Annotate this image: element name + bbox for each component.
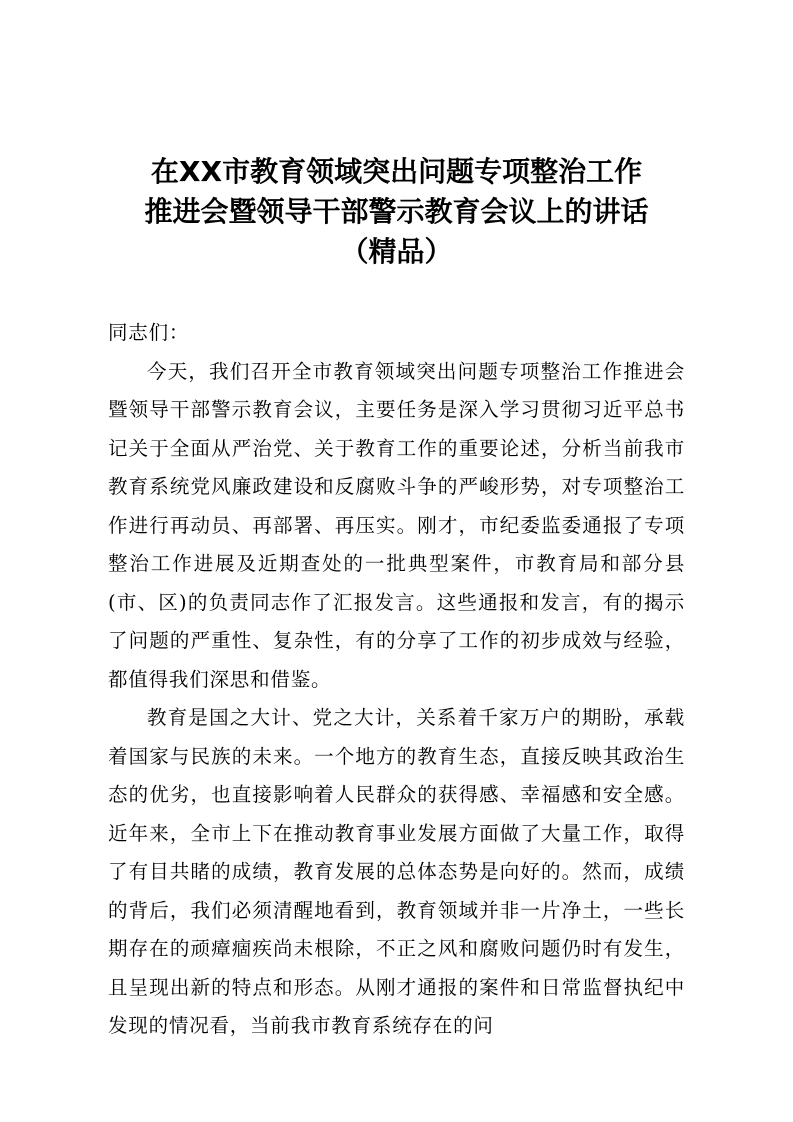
title-line-1: 在XX市教育领域突出问题专项整治工作 xyxy=(150,155,643,188)
document-title xyxy=(108,152,685,272)
title-line-3: （精品） xyxy=(340,235,453,268)
document-body xyxy=(108,314,685,1046)
paragraph-1: 今天，我们召开全市教育领域突出问题专项整治工作推进会暨领导干部警示教育会议，主要任务是深入学习贯彻习近平总书记关于全面从严治党、关于教育工作的重要论述，分析当前我市教育系统党风廉政建设和反腐败斗争的严峻形势，对专项整治工作进行再动员、再部署、再压实。刚才，市纪委监委通报了专项整治工作进展及近期查处的一批典型案件，市教育局和部分县(市、区)的负责同志作了汇报发言。这些通报和发言，有的揭示了问题的严重性、复杂性，有的分享了工作的初步成效与经验，都值得我们深思和借鉴。 xyxy=(108,359,685,691)
salutation: 同志们： xyxy=(108,321,190,344)
paragraph-2: 教育是国之大计、党之大计，关系着千家万户的期盼，承载着国家与民族的未来。一个地方的教育生态，直接反映其政治生态的优劣，也直接影响着人民群众的获得感、幸福感和安全感。近年来，全市上下在推动教育事业发展方面做了大量工作，取得了有目共睹的成绩，教育发展的总体态势是向好的。然而，成绩的背后，我们必须清醒地看到，教育领域并非一片净土，一些长期存在的顽瘴痼疾尚未根除，不正之风和腐败问题仍时有发生，且呈现出新的特点和形态。从刚才通报的案件和日常监督执纪中发现的情况看，当前我市教育系统存在的问 xyxy=(108,706,685,1037)
title-line-2: 推进会暨领导干部警示教育会议上的讲话 xyxy=(144,195,649,228)
